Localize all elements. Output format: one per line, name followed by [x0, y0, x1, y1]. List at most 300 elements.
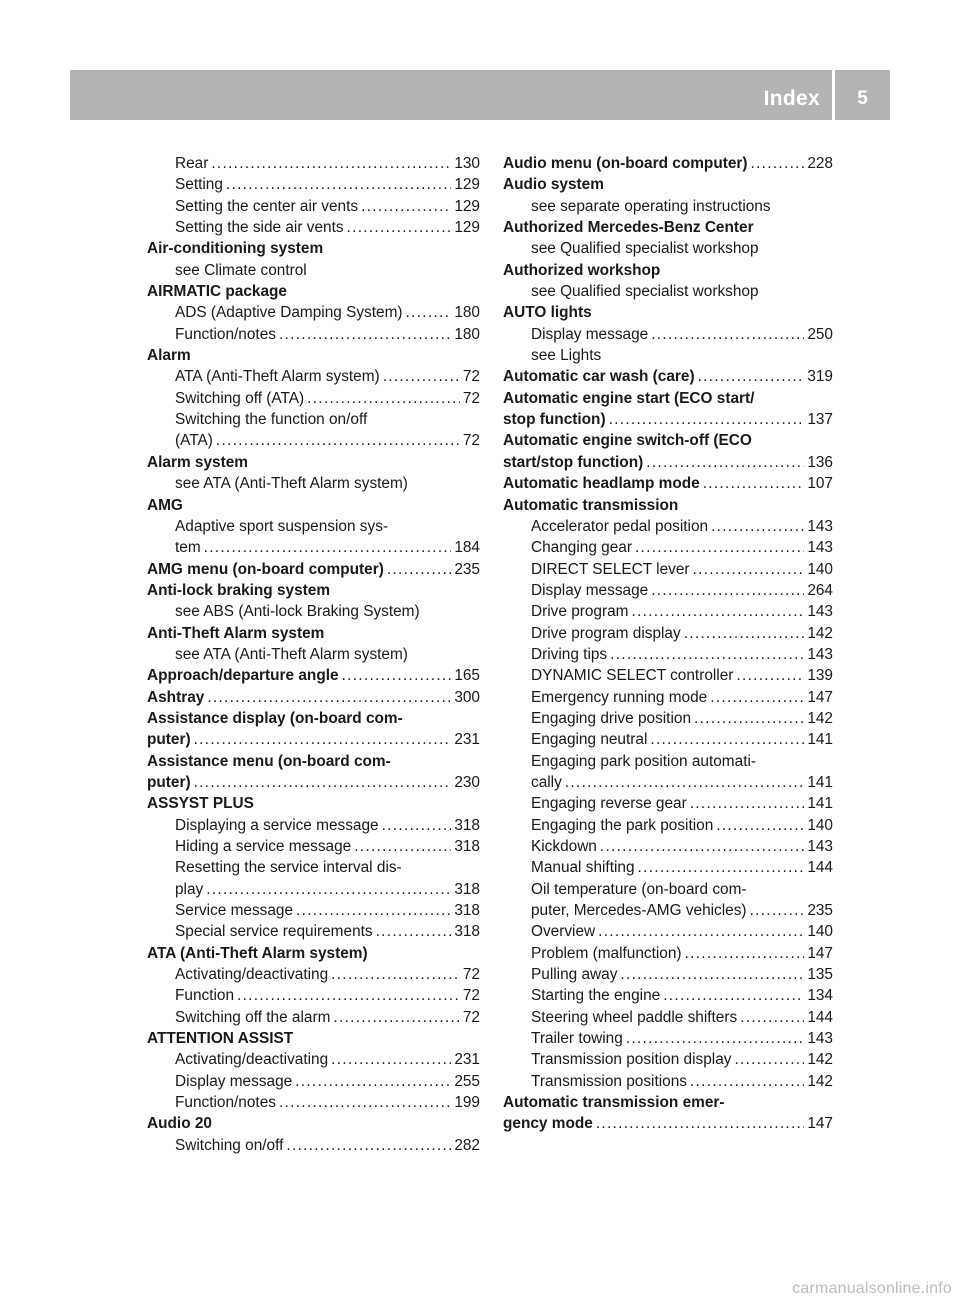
page-reference: 134	[807, 987, 833, 1005]
leader-dots	[286, 1135, 451, 1156]
index-column-right	[503, 153, 833, 1135]
index-subentry	[503, 665, 833, 686]
page-reference: 143	[807, 517, 833, 535]
entry-text: Setting the center air vents	[175, 197, 359, 215]
leader-dots	[296, 900, 451, 921]
leader-dots	[333, 1007, 459, 1028]
entry-text: AMG	[147, 496, 183, 514]
index-subentry	[147, 153, 480, 174]
index-subentry	[503, 1028, 833, 1049]
leader-dots	[279, 1092, 451, 1113]
leader-dots	[376, 921, 452, 942]
entry-text: Overview	[531, 923, 596, 941]
page-reference: 143	[807, 539, 833, 557]
entry-text: Automatic engine switch-off (ECO	[503, 432, 752, 450]
leader-dots	[651, 580, 804, 601]
entry-text: Special service requirements	[175, 923, 373, 941]
entry-text: (ATA)	[175, 432, 213, 450]
leader-dots	[331, 1049, 451, 1070]
page-reference: 318	[454, 880, 480, 898]
index-subentry	[503, 985, 833, 1006]
index-subentry	[503, 708, 833, 729]
index-subentry	[503, 345, 833, 366]
index-subentry	[147, 260, 480, 281]
index-entry	[147, 345, 480, 366]
index-subentry	[503, 537, 833, 558]
entry-text: Alarm system	[147, 453, 248, 471]
index-subentry	[147, 324, 480, 345]
index-entry	[503, 452, 833, 473]
index-subentry	[147, 302, 480, 323]
entry-text: see Lights	[531, 347, 602, 365]
index-entry	[503, 260, 833, 281]
page-reference: 142	[807, 1051, 833, 1069]
entry-text: ASSYST PLUS	[147, 795, 254, 813]
page-reference: 180	[454, 325, 480, 343]
page-reference: 129	[454, 219, 480, 237]
index-subentry	[147, 601, 480, 622]
index-entry	[147, 729, 480, 750]
entry-text: Authorized Mercedes-Benz Center	[503, 219, 754, 237]
index-entry	[147, 943, 480, 964]
entry-text: see separate operating instructions	[531, 197, 771, 215]
entry-text: Anti-lock braking system	[147, 581, 331, 599]
entry-text: Starting the engine	[531, 987, 661, 1005]
index-subentry	[503, 964, 833, 985]
page-reference: 318	[454, 838, 480, 855]
entry-text: Anti-Theft Alarm system	[147, 624, 325, 642]
page-reference: 72	[462, 432, 480, 450]
leader-dots	[646, 452, 804, 473]
index-entry	[147, 580, 480, 601]
index-subentry	[503, 879, 833, 900]
entry-text: Alarm	[147, 347, 191, 365]
index-subentry	[503, 324, 833, 345]
entry-text: Switching the function on/off	[175, 411, 368, 429]
entry-text: cally	[531, 773, 562, 791]
index-subentry	[147, 900, 480, 921]
entry-text: Service message	[175, 902, 294, 920]
page-reference: 72	[462, 1008, 480, 1026]
page-reference: 140	[807, 923, 833, 941]
entry-text: Engaging park position automati-	[531, 752, 757, 770]
index-subentry	[147, 473, 480, 494]
entry-text: Automatic car wash (care)	[503, 368, 695, 386]
leader-dots	[307, 388, 460, 409]
index-entry	[503, 217, 833, 238]
page-reference: 135	[807, 966, 833, 984]
entry-text: tem	[175, 539, 201, 557]
index-entry	[147, 687, 480, 708]
leader-dots	[685, 943, 805, 964]
entry-text: DYNAMIC SELECT controller	[531, 667, 734, 685]
index-subentry	[503, 644, 833, 665]
index-subentry	[147, 516, 480, 537]
page-reference: 140	[807, 560, 833, 578]
index-entry	[503, 302, 833, 323]
index-subentry	[147, 836, 480, 857]
page-reference: 319	[807, 368, 833, 386]
entry-text: Engaging the park position	[531, 816, 714, 834]
index-entry	[147, 623, 480, 644]
page-reference: 318	[454, 923, 480, 941]
page-reference: 235	[454, 560, 480, 578]
entry-text: ADS (Adaptive Damping System)	[175, 304, 403, 322]
index-entry	[503, 1092, 833, 1113]
entry-text: Display message	[531, 581, 649, 599]
page-reference: 72	[462, 389, 480, 407]
entry-text: see Qualified specialist workshop	[531, 240, 759, 258]
leader-dots	[600, 836, 804, 857]
entry-text: Changing gear	[531, 539, 632, 557]
index-subentry	[503, 772, 833, 793]
entry-text: Trailer towing	[531, 1030, 623, 1048]
leader-dots	[650, 729, 804, 750]
leader-dots	[620, 964, 804, 985]
page-reference: 136	[807, 453, 833, 471]
entry-text: Audio 20	[147, 1115, 212, 1133]
index-subentry	[503, 900, 833, 921]
watermark: carmanualsonline.info	[792, 1280, 952, 1297]
entry-text: Approach/departure angle	[147, 667, 339, 685]
entry-text: Adaptive sport suspension sys-	[175, 517, 389, 535]
entry-text: puter)	[147, 773, 191, 791]
page-reference: 264	[807, 581, 833, 599]
leader-dots	[609, 409, 805, 430]
page-reference: 143	[807, 645, 833, 663]
index-entry	[147, 665, 480, 686]
entry-text: ATTENTION ASSIST	[147, 1030, 294, 1048]
leader-dots	[342, 665, 452, 686]
index-subentry	[147, 1071, 480, 1092]
index-subentry	[147, 430, 480, 451]
index-subentry	[147, 1007, 480, 1028]
index-subentry	[503, 857, 833, 878]
leader-dots	[651, 324, 804, 345]
page-reference: 72	[462, 368, 480, 386]
index-entry	[503, 153, 833, 174]
index-subentry	[503, 1007, 833, 1028]
index-subentry	[503, 729, 833, 750]
section-title: Index	[763, 87, 820, 110]
leader-dots	[207, 687, 451, 708]
entry-text: Ashtray	[147, 688, 205, 706]
index-subentry	[503, 1071, 833, 1092]
section-header-bar	[70, 70, 890, 120]
entry-text: stop function)	[503, 411, 606, 429]
leader-dots	[710, 687, 804, 708]
index-column-left	[147, 153, 480, 1156]
entry-text: puter, Mercedes-AMG vehicles)	[531, 902, 747, 920]
entry-text: Pulling away	[531, 966, 618, 984]
leader-dots	[626, 1028, 805, 1049]
index-subentry	[147, 1092, 480, 1113]
page-reference: 129	[454, 197, 480, 215]
entry-text: AIRMATIC package	[147, 283, 287, 301]
leader-dots	[694, 708, 804, 729]
page-reference: 147	[807, 1115, 833, 1133]
entry-text: Hiding a service message	[175, 838, 352, 855]
index-subentry	[147, 1049, 480, 1070]
index-entry	[147, 559, 480, 580]
index-subentry	[147, 217, 480, 238]
index-subentry	[503, 580, 833, 601]
leader-dots	[354, 836, 451, 857]
index-subentry	[147, 964, 480, 985]
leader-dots	[635, 537, 804, 558]
entry-text: Accelerator pedal position	[531, 517, 709, 535]
entry-text: puter)	[147, 731, 191, 749]
index-entry	[503, 430, 833, 451]
entry-text: AUTO lights	[503, 304, 592, 322]
index-entry	[503, 388, 833, 409]
index-subentry	[503, 921, 833, 942]
page-reference: 228	[807, 155, 833, 172]
leader-dots	[750, 900, 805, 921]
leader-dots	[194, 729, 452, 750]
page-reference: 165	[454, 667, 480, 685]
entry-text: Setting the side air vents	[175, 219, 344, 237]
entry-text: Display message	[175, 1072, 293, 1090]
leader-dots	[565, 772, 805, 793]
entry-text: DIRECT SELECT lever	[531, 560, 690, 578]
page-reference: 143	[807, 838, 833, 855]
leader-dots	[598, 921, 804, 942]
index-entry	[147, 1028, 480, 1049]
entry-text: Engaging reverse gear	[531, 795, 687, 813]
leader-dots	[693, 559, 805, 580]
index-subentry	[503, 793, 833, 814]
index-entry	[147, 708, 480, 729]
entry-text: ATA (Anti-Theft Alarm system)	[147, 944, 368, 962]
entry-text: Audio menu (on-board computer)	[503, 155, 748, 172]
index-subentry	[147, 815, 480, 836]
page-reference: 147	[807, 688, 833, 706]
page-reference: 184	[454, 539, 480, 557]
index-subentry	[503, 601, 833, 622]
leader-dots	[734, 1049, 804, 1070]
page-reference: 129	[454, 176, 480, 194]
leader-dots	[711, 516, 804, 537]
index-subentry	[503, 238, 833, 259]
entry-text: Activating/deactivating	[175, 1051, 329, 1069]
page-reference: 199	[454, 1094, 480, 1112]
entry-text: Transmission position display	[531, 1051, 732, 1069]
leader-dots	[383, 366, 460, 387]
index-entry	[147, 751, 480, 772]
entry-text: see ATA (Anti-Theft Alarm system)	[175, 475, 408, 493]
entry-text: Drive program	[531, 603, 629, 621]
leader-dots	[684, 623, 805, 644]
entry-text: Automatic transmission	[503, 496, 679, 514]
entry-text: play	[175, 880, 204, 898]
entry-text: Function/notes	[175, 325, 276, 343]
index-subentry	[503, 815, 833, 836]
leader-dots	[361, 196, 451, 217]
entry-text: Displaying a service message	[175, 816, 379, 834]
index-subentry	[503, 559, 833, 580]
index-subentry	[503, 1049, 833, 1070]
entry-text: Display message	[531, 325, 649, 343]
index-entry	[503, 1113, 833, 1134]
page-reference: 255	[454, 1072, 480, 1090]
page-reference: 72	[462, 966, 480, 984]
entry-text: Transmission positions	[531, 1072, 687, 1090]
entry-text: Switching on/off	[175, 1136, 284, 1154]
entry-text: Function/notes	[175, 1094, 276, 1112]
page-reference: 107	[807, 475, 833, 493]
page-reference: 231	[454, 1051, 480, 1069]
page-reference: 147	[807, 944, 833, 962]
entry-text: Problem (malfunction)	[531, 944, 682, 962]
index-subentry	[147, 879, 480, 900]
page-reference: 144	[807, 859, 833, 877]
entry-text: start/stop function)	[503, 453, 644, 471]
entry-text: Automatic headlamp mode	[503, 475, 700, 493]
page-reference: 144	[807, 1008, 833, 1026]
page-reference: 142	[807, 1072, 833, 1090]
leader-dots	[698, 366, 805, 387]
entry-text: see Qualified specialist workshop	[531, 283, 759, 301]
page-reference: 143	[807, 603, 833, 621]
index-entry	[147, 1113, 480, 1134]
index-entry	[147, 452, 480, 473]
leader-dots	[211, 153, 451, 174]
entry-text: see ABS (Anti-lock Braking System)	[175, 603, 420, 621]
entry-text: AMG menu (on-board computer)	[147, 560, 384, 578]
index-entry	[503, 174, 833, 195]
index-subentry	[503, 196, 833, 217]
entry-text: ATA (Anti-Theft Alarm system)	[175, 368, 380, 386]
page-reference: 139	[807, 667, 833, 685]
index-entry	[503, 366, 833, 387]
entry-text: see ATA (Anti-Theft Alarm system)	[175, 645, 408, 663]
leader-dots	[690, 1071, 804, 1092]
entry-text: see Climate control	[175, 261, 307, 279]
entry-text: Engaging neutral	[531, 731, 648, 749]
index-entry	[147, 772, 480, 793]
index-subentry	[147, 537, 480, 558]
leader-dots	[596, 1113, 805, 1134]
index-subentry	[147, 644, 480, 665]
entry-text: Activating/deactivating	[175, 966, 329, 984]
leader-dots	[716, 815, 804, 836]
leader-dots	[387, 559, 451, 580]
leader-dots	[703, 473, 805, 494]
page-reference: 300	[454, 688, 480, 706]
entry-text: Audio system	[503, 176, 604, 194]
entry-text: Emergency running mode	[531, 688, 708, 706]
entry-text: Engaging drive position	[531, 709, 692, 727]
entry-text: Function	[175, 987, 235, 1005]
entry-text: Automatic transmission emer-	[503, 1094, 725, 1112]
page-reference: 140	[807, 816, 833, 834]
index-subentry	[147, 388, 480, 409]
entry-text: Assistance display (on-board com-	[147, 709, 403, 727]
leader-dots	[279, 324, 451, 345]
index-subentry	[147, 366, 480, 387]
page-reference: 250	[807, 325, 833, 343]
page-reference: 130	[454, 155, 480, 172]
page-reference: 180	[454, 304, 480, 322]
leader-dots	[751, 153, 805, 174]
index-subentry	[147, 921, 480, 942]
index-subentry	[503, 943, 833, 964]
page-reference: 235	[807, 902, 833, 920]
leader-dots	[194, 772, 452, 793]
index-subentry	[147, 409, 480, 430]
leader-dots	[406, 302, 452, 323]
page-reference: 142	[807, 624, 833, 642]
leader-dots	[690, 793, 805, 814]
page-reference: 137	[807, 411, 833, 429]
entry-text: Resetting the service interval dis-	[175, 859, 402, 877]
index-subentry	[503, 516, 833, 537]
entry-text: Rear	[175, 155, 209, 172]
index-entry	[503, 409, 833, 430]
page-reference: 141	[807, 795, 833, 813]
page-reference: 282	[454, 1136, 480, 1154]
index-subentry	[503, 751, 833, 772]
index-subentry	[503, 281, 833, 302]
index-subentry	[147, 985, 480, 1006]
index-entry	[147, 238, 480, 259]
page-reference: 72	[462, 987, 480, 1005]
entry-text: Switching off the alarm	[175, 1008, 331, 1026]
entry-text: Authorized workshop	[503, 261, 661, 279]
leader-dots	[610, 644, 804, 665]
entry-text: Drive program display	[531, 624, 681, 642]
entry-text: Steering wheel paddle shifters	[531, 1008, 738, 1026]
index-subentry	[503, 836, 833, 857]
leader-dots	[347, 217, 452, 238]
page-reference: 143	[807, 1030, 833, 1048]
leader-dots	[204, 537, 452, 558]
leader-dots	[237, 985, 460, 1006]
index-entry	[503, 495, 833, 516]
entry-text: Air-conditioning system	[147, 240, 324, 258]
leader-dots	[638, 857, 805, 878]
index-entry	[147, 793, 480, 814]
entry-text: Kickdown	[531, 838, 597, 855]
page-reference: 141	[807, 731, 833, 749]
index-entry	[503, 473, 833, 494]
index-subentry	[147, 857, 480, 878]
index-entry	[147, 281, 480, 302]
entry-text: Automatic engine start (ECO start/	[503, 389, 755, 407]
leader-dots	[632, 601, 805, 622]
entry-text: Switching off (ATA)	[175, 389, 305, 407]
leader-dots	[740, 1007, 804, 1028]
leader-dots	[216, 430, 460, 451]
entry-text: Driving tips	[531, 645, 608, 663]
leader-dots	[206, 879, 451, 900]
entry-text: Manual shifting	[531, 859, 635, 877]
page-number: 5	[857, 88, 868, 109]
entry-text: Setting	[175, 176, 223, 194]
page-reference: 231	[454, 731, 480, 749]
index-subentry	[147, 174, 480, 195]
page-reference: 318	[454, 902, 480, 920]
leader-dots	[663, 985, 804, 1006]
page-reference: 142	[807, 709, 833, 727]
index-subentry	[503, 623, 833, 644]
leader-dots	[226, 174, 451, 195]
index-subentry	[147, 1135, 480, 1156]
page-reference: 230	[454, 773, 480, 791]
leader-dots	[736, 665, 804, 686]
entry-text: Oil temperature (on-board com-	[531, 880, 747, 898]
